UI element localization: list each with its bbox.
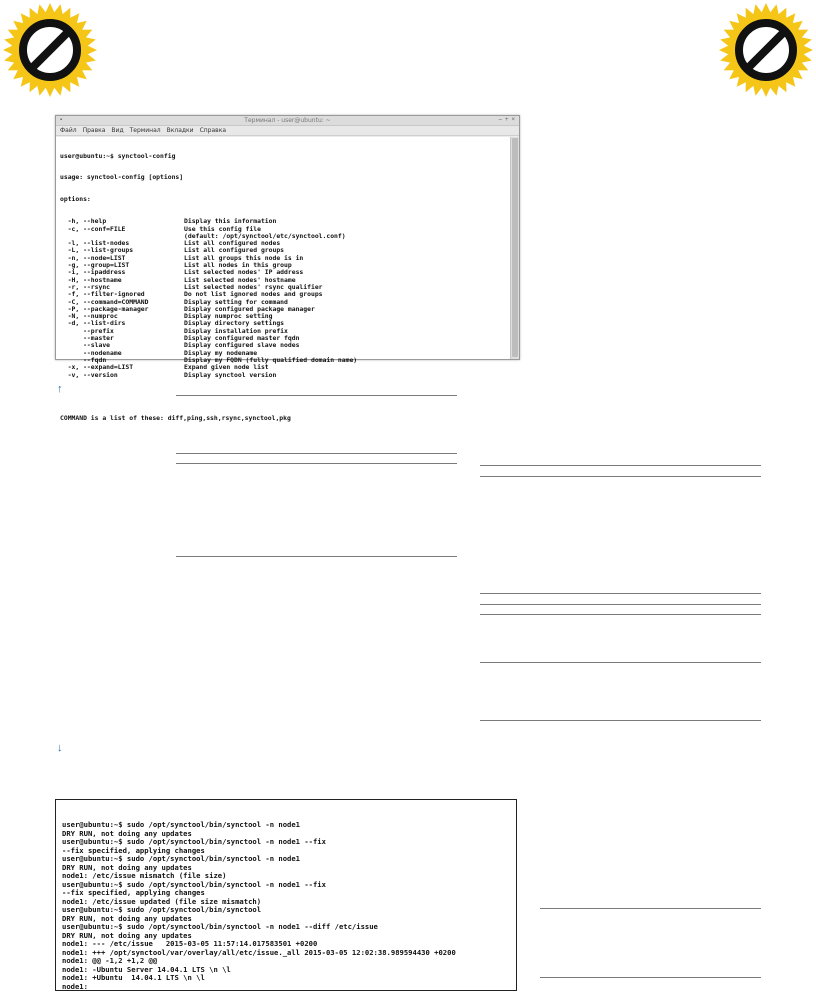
terminal-scrollbar[interactable]	[510, 137, 519, 359]
terminal-app-icon: ▪	[60, 117, 63, 123]
option-description: Display setting for command	[184, 297, 288, 306]
terminal-titlebar	[56, 116, 519, 126]
arrow-up-icon: ↑	[57, 383, 63, 395]
menu-file[interactable]: Файл	[60, 127, 77, 134]
option-flag: -N, --numproc	[60, 312, 118, 321]
option-flag: -c, --conf=FILE	[60, 224, 126, 233]
menu-view[interactable]: Вид	[111, 127, 124, 134]
terminal2-line: node1: /etc/issue updated (file size mismatch)	[62, 896, 262, 906]
divider	[480, 465, 761, 466]
option-description: List selected nodes' rsync qualifier	[184, 282, 323, 291]
prohibited-sign-icon	[0, 0, 100, 100]
terminal2-line: user@ubuntu:~$ sudo /opt/synctool/bin/synctool -n node1 --diff /etc/issue	[62, 922, 378, 931]
option-description: Display configured slave nodes	[184, 341, 300, 350]
terminal2-line: user@ubuntu:~$ sudo /opt/synctool/bin/synctool -n node1 --fix	[62, 837, 326, 846]
terminal2-line: node1:	[62, 981, 88, 991]
menu-terminal[interactable]: Терминал	[129, 127, 161, 134]
option-description: Do not list ignored nodes and groups	[184, 290, 323, 299]
arrow-down-icon: ↓	[57, 742, 63, 754]
option-description: Display configured master fqdn	[184, 334, 300, 343]
option-row	[60, 218, 507, 225]
terminal-title: Терминал - user@ubuntu: ~	[244, 117, 331, 124]
option-description: List all groups this node is in	[184, 253, 304, 262]
option-description: List selected nodes' IP address	[184, 268, 304, 277]
option-flag: --slave	[60, 341, 111, 350]
option-flag: -n, --node=LIST	[60, 253, 126, 262]
maximize-icon[interactable]: +	[504, 117, 509, 123]
option-description: Display my nodename	[184, 348, 258, 357]
option-flag: -l, --list-nodes	[60, 239, 130, 248]
option-description: Display my FQDN (fully qualified domain name)	[184, 355, 358, 364]
terminal2-line: node1: @@ -1,2 +1,2 @@	[62, 956, 158, 965]
terminal-options-header: options:	[60, 195, 91, 204]
terminal2-line: user@ubuntu:~$ sudo /opt/synctool/bin/synctool -n node1	[62, 820, 300, 829]
divider	[480, 604, 761, 605]
option-row	[60, 342, 507, 349]
terminal2-line: user@ubuntu:~$ sudo /opt/synctool/bin/synctool	[62, 905, 262, 914]
option-flag: --nodename	[60, 348, 122, 357]
option-description: List selected nodes' hostname	[184, 275, 296, 284]
divider	[176, 556, 457, 557]
option-description: Use this config file	[184, 224, 261, 233]
divider	[480, 593, 761, 594]
option-description: Display configured package manager	[184, 304, 315, 313]
option-flag: -i, --ipaddress	[60, 268, 126, 277]
divider	[540, 977, 761, 978]
terminal2-line: DRY RUN, not doing any updates	[62, 862, 192, 872]
option-flag: --prefix	[60, 326, 114, 335]
terminal-usage-line: usage: synctool-config [options]	[60, 173, 184, 182]
option-description: Display numproc setting	[184, 312, 273, 321]
option-flag: -h, --help	[60, 217, 107, 226]
terminal-prompt-line: user@ubuntu:~$ synctool-config	[60, 151, 176, 160]
scrollbar-thumb[interactable]	[512, 138, 518, 357]
divider	[480, 662, 761, 663]
terminal2-line: user@ubuntu:~$ sudo /opt/synctool/bin/synctool -n node1 --fix	[62, 879, 326, 889]
terminal-output[interactable]	[56, 137, 511, 423]
terminal2-line: node1: --- /etc/issue 2015-03-05 11:57:14.017583501 +0200	[62, 939, 318, 948]
close-icon[interactable]: ×	[511, 117, 515, 123]
terminal2-line: node1: +Ubuntu 14.04.1 LTS \n \l	[62, 973, 205, 982]
prohibited-badge-left	[0, 0, 100, 105]
terminal-window	[55, 115, 520, 423]
options-list	[60, 218, 507, 379]
terminal2-line: node1: +++ /opt/synctool/var/overlay/all/etc/issue._all 2015-03-05 12:02:38.989594430 +0200	[62, 947, 456, 957]
terminal2-line: --fix specified, applying changes	[62, 845, 205, 855]
option-row	[60, 306, 507, 313]
option-flag: --master	[60, 334, 114, 343]
divider	[176, 453, 457, 454]
menu-tabs[interactable]: Вкладки	[166, 127, 194, 134]
option-description: Display installation prefix	[184, 326, 288, 335]
option-flag: -x, --expand=LIST	[60, 363, 134, 372]
divider	[540, 908, 761, 909]
menu-help[interactable]: Справка	[199, 127, 226, 134]
terminal-footer-line: COMMAND is a list of these: diff,ping,ssh,rsync,synctool,pkg	[60, 414, 291, 423]
option-description: (default: /opt/synctool/etc/synctool.conf)	[184, 231, 346, 240]
menu-edit[interactable]: Правка	[82, 127, 106, 134]
terminal2-line: DRY RUN, not doing any updates	[62, 930, 192, 940]
minimize-icon[interactable]: –	[498, 117, 502, 123]
option-flag: -d, --list-dirs	[60, 319, 126, 328]
terminal2-line: node1: -Ubuntu Server 14.04.1 LTS \n \l	[62, 964, 231, 974]
option-description: Display directory settings	[184, 319, 285, 328]
option-flag: -r, --rsync	[60, 282, 111, 291]
divider	[176, 395, 457, 396]
divider	[176, 463, 457, 464]
option-flag: -C, --command=COMMAND	[60, 297, 149, 306]
option-flag: -P, --package-manager	[60, 304, 149, 313]
terminal-menubar	[56, 126, 519, 136]
option-flag: -g, --group=LIST	[60, 261, 130, 270]
terminal2-line: --fix specified, applying changes	[62, 888, 205, 897]
terminal-output-2[interactable]	[55, 799, 517, 991]
divider	[480, 614, 761, 615]
option-flag: -f, --filter-ignored	[60, 290, 145, 299]
terminal2-line: DRY RUN, not doing any updates	[62, 913, 192, 923]
option-flag: -H, --hostname	[60, 275, 122, 284]
option-flag: -L, --list-groups	[60, 246, 134, 255]
prohibited-badge-right	[716, 0, 816, 105]
terminal2-line: user@ubuntu:~$ sudo /opt/synctool/bin/synctool -n node1	[62, 854, 300, 863]
option-description: List all configured nodes	[184, 239, 281, 248]
terminal2-line: node1: /etc/issue mismatch (file size)	[62, 871, 227, 880]
option-description: Expand given node list	[184, 363, 269, 372]
window-controls[interactable]	[496, 116, 515, 125]
terminal2-lines	[62, 821, 510, 991]
prohibited-sign-icon	[716, 0, 816, 100]
option-description: List all nodes in this group	[184, 261, 292, 270]
option-row	[60, 372, 507, 379]
option-description: Display synctool version	[184, 370, 277, 379]
option-description: List all configured groups	[184, 246, 285, 255]
option-flag: --fqdn	[60, 355, 107, 364]
terminal2-line: DRY RUN, not doing any updates	[62, 828, 192, 838]
option-description: Display this information	[184, 217, 277, 226]
option-flag: -v, --version	[60, 370, 118, 379]
divider	[480, 476, 761, 477]
option-row	[60, 364, 507, 371]
divider	[480, 720, 761, 721]
